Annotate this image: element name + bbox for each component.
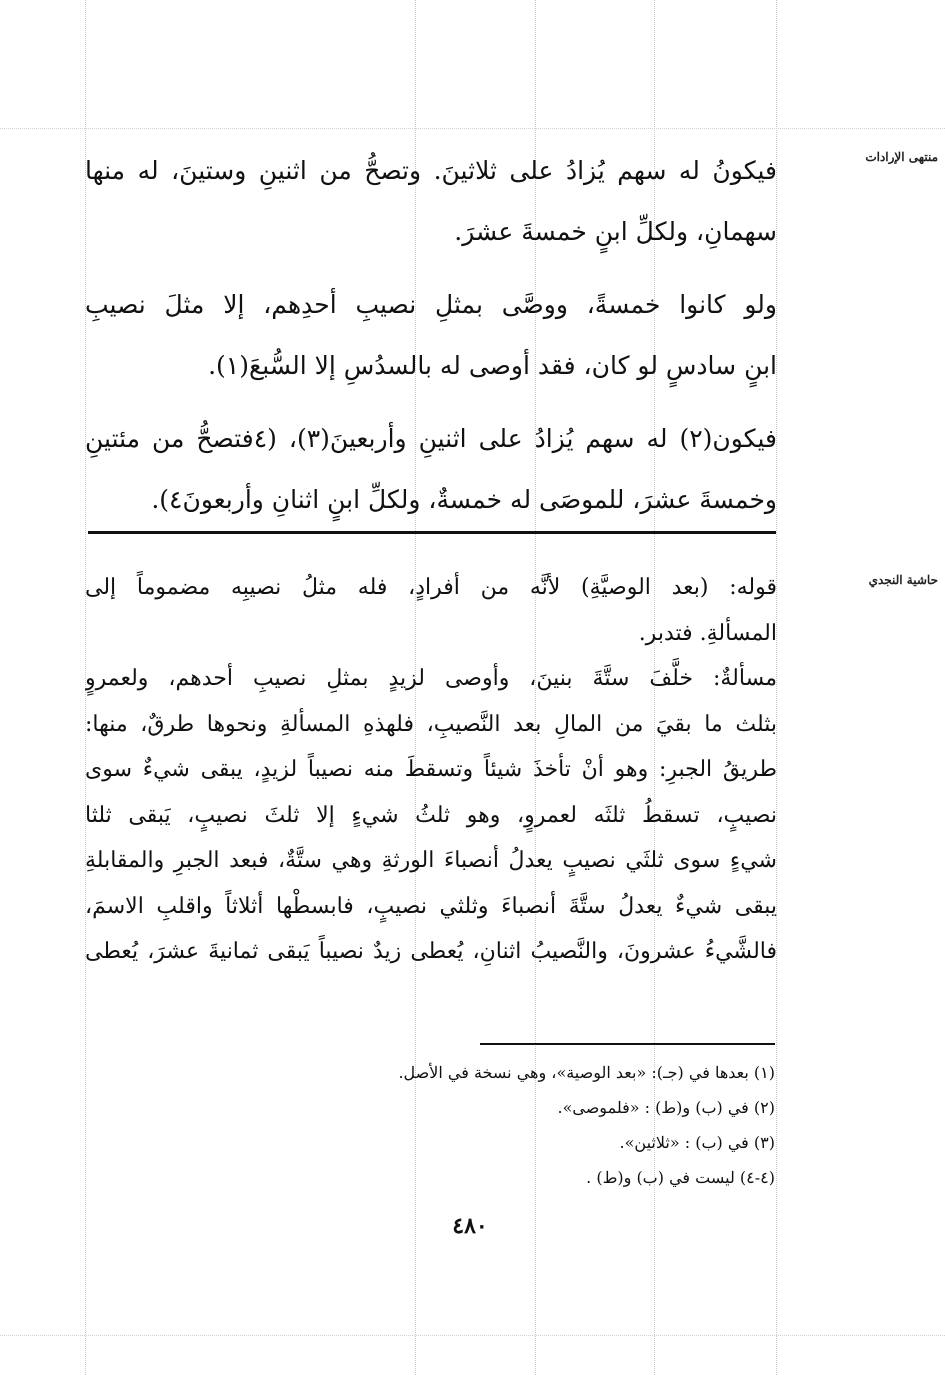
section-divider [88, 531, 776, 534]
scan-guide [0, 1335, 945, 1336]
matn-side-label: منتهى الإرادات [865, 150, 938, 164]
footnote: (١) بعدها في (جـ): «بعد الوصية»، وهي نسخة في الأصل. [398, 1063, 775, 1082]
sharh-paragraph [85, 656, 777, 975]
page-number: ٤٨٠ [452, 1213, 488, 1239]
text-line: وخمسةَ عشرَ، للموصَى له خمسةٌ، ولكلِّ ابنٍ اثنانِ وأربعونَ٤). [151, 485, 777, 514]
text-line: نصيبٍ، تسقطُ ثلثَه لعمروٍ، وهو ثلثُ شيءٍ إلا ثلثَ نصيبٍ، يَبقى ثلثا [85, 802, 777, 828]
text-line: شيءٍ سوى ثلثَي نصيبٍ يعدلُ أنصباءَ الورثةِ وهي ستَّةٌ، فبعد الجبرِ والمقابلةِ [85, 848, 777, 873]
sharh-text [85, 565, 777, 975]
text-line: بثلث ما بقيَ من المالِ بعد النَّصيبِ، فلهذهِ المسألةِ ونحوها طرقٌ، منها: [85, 711, 777, 737]
text-line: قوله: (بعد الوصيَّةِ) لأنَّه من أفرادٍ، فله مثلُ نصيبِه مضموماً إلى [85, 575, 777, 600]
matn-paragraph [85, 274, 777, 396]
text-line: فيكونُ له سهم يُزادُ على ثلاثينَ. وتصحُّ من اثنينِ وستينَ، له منها [85, 156, 777, 185]
footnote-divider [480, 1043, 775, 1045]
footnote: (٣) في (ب) : «ثلاثين». [619, 1133, 775, 1152]
sharh-paragraph [85, 565, 777, 656]
text-line: فيكون(٢) له سهم يُزادُ على اثنينِ وأربعينَ(٣)، (٤فتصحُّ من مئتينِ [85, 424, 777, 453]
text-line: طريقُ الجبرِ: وهو أنْ تأخذَ شيئاً وتسقطَ منه نصيباً لزيدٍ، يبقى شيءٌ سوى [85, 757, 777, 782]
text-line: فالشَّيءُ عشرونَ، والنَّصيبُ اثنانِ، يُعطى زيدٌ نصيباً يَبقى ثمانيةَ عشرَ، يُعطى [85, 939, 777, 964]
scan-guide [0, 128, 945, 129]
text-line: المسألةِ. فتدبر. [638, 620, 777, 646]
footnotes [215, 1055, 775, 1195]
sharh-side-label: حاشية النجدي [868, 573, 938, 587]
matn-paragraph [85, 408, 777, 530]
text-line: ولو كانوا خمسةً، ووصَّى بمثلِ نصيبِ أحدِهم، إلا مثلَ نصيبِ [85, 290, 777, 319]
text-line: سهمانِ، ولكلِّ ابنٍ خمسةَ عشرَ. [454, 217, 777, 246]
matn-text [85, 140, 777, 530]
footnote: (٤-٤) ليست في (ب) و(ط) . [586, 1168, 775, 1187]
text-line: مسألةٌ: خلَّفَ ستَّةَ بنينَ، وأوصى لزيدٍ بمثلِ نصيبِ أحدهم، ولعمروٍ [85, 666, 777, 691]
footnote: (٢) في (ب) و(ط) : «فلموصى». [557, 1098, 775, 1117]
text-line: ابنٍ سادسٍ لو كان، فقد أوصى له بالسدُسِ إلا السُّبعَ(١). [208, 351, 777, 380]
text-line: يبقى شيءٌ يعدلُ ستَّةَ أنصباءَ وثلثي نصيبٍ، فابسطْها أثلاثاً واقلبِ الاسمَ، [85, 893, 777, 919]
matn-paragraph [85, 140, 777, 262]
